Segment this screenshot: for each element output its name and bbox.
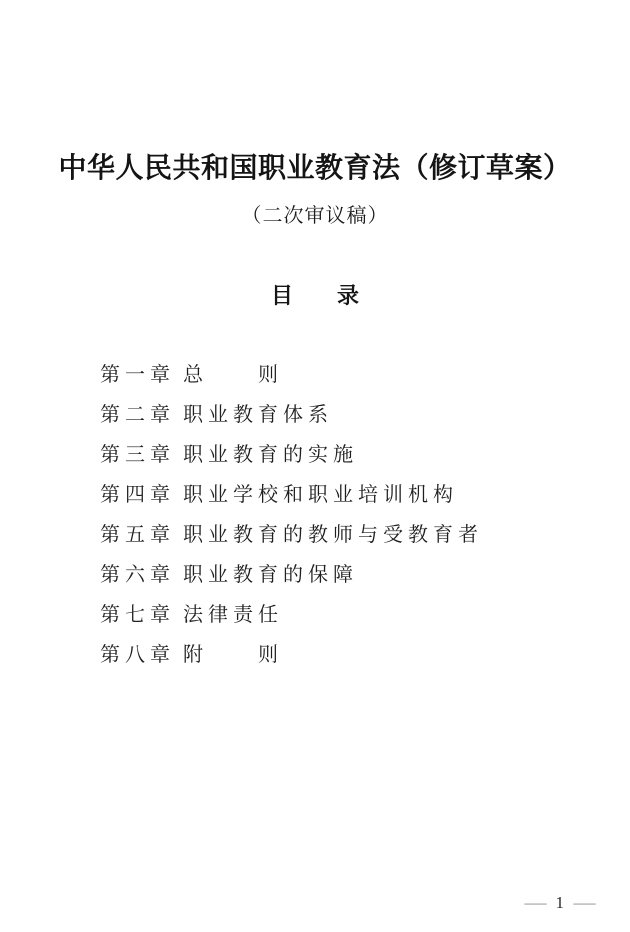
- toc-chapter-number: 第二章: [100, 404, 175, 426]
- page-number: 1: [555, 893, 564, 912]
- toc-heading: 目 录: [270, 283, 359, 308]
- toc-chapter-title: 附 则: [183, 644, 283, 666]
- toc-item-chapter-3: [100, 435, 483, 475]
- document-subtitle: （二次审议稿）: [241, 205, 389, 227]
- toc-chapter-number: 第一章: [100, 364, 175, 386]
- toc-chapter-title: 总 则: [183, 364, 283, 386]
- toc-item-chapter-4: [100, 475, 483, 515]
- toc-item-chapter-6: [100, 555, 483, 595]
- toc-chapter-title: 职业学校和职业培训机构: [183, 484, 458, 506]
- toc-chapter-number: 第四章: [100, 484, 175, 506]
- toc-chapter-title: 法律责任: [183, 604, 283, 626]
- toc-chapter-title: 职业教育的实施: [183, 444, 358, 466]
- footer-dash-right: —: [573, 893, 596, 912]
- toc-list: [100, 355, 483, 675]
- toc-item-chapter-7: [100, 595, 483, 635]
- page-footer: [523, 893, 596, 913]
- toc-item-chapter-8: [100, 635, 483, 675]
- document-title: 中华人民共和国职业教育法（修订草案）: [58, 153, 572, 184]
- toc-chapter-title: 职业教育的保障: [183, 564, 358, 586]
- toc-chapter-number: 第五章: [100, 524, 175, 546]
- toc-chapter-title: 职业教育体系: [183, 404, 333, 426]
- toc-chapter-number: 第六章: [100, 564, 175, 586]
- toc-item-chapter-1: [100, 355, 483, 395]
- footer-dash-left: —: [523, 893, 547, 912]
- toc-item-chapter-2: [100, 395, 483, 435]
- toc-item-chapter-5: [100, 515, 483, 555]
- toc-chapter-title: 职业教育的教师与受教育者: [183, 524, 483, 546]
- toc-chapter-number: 第七章: [100, 604, 175, 626]
- toc-chapter-number: 第八章: [100, 644, 175, 666]
- toc-chapter-number: 第三章: [100, 444, 175, 466]
